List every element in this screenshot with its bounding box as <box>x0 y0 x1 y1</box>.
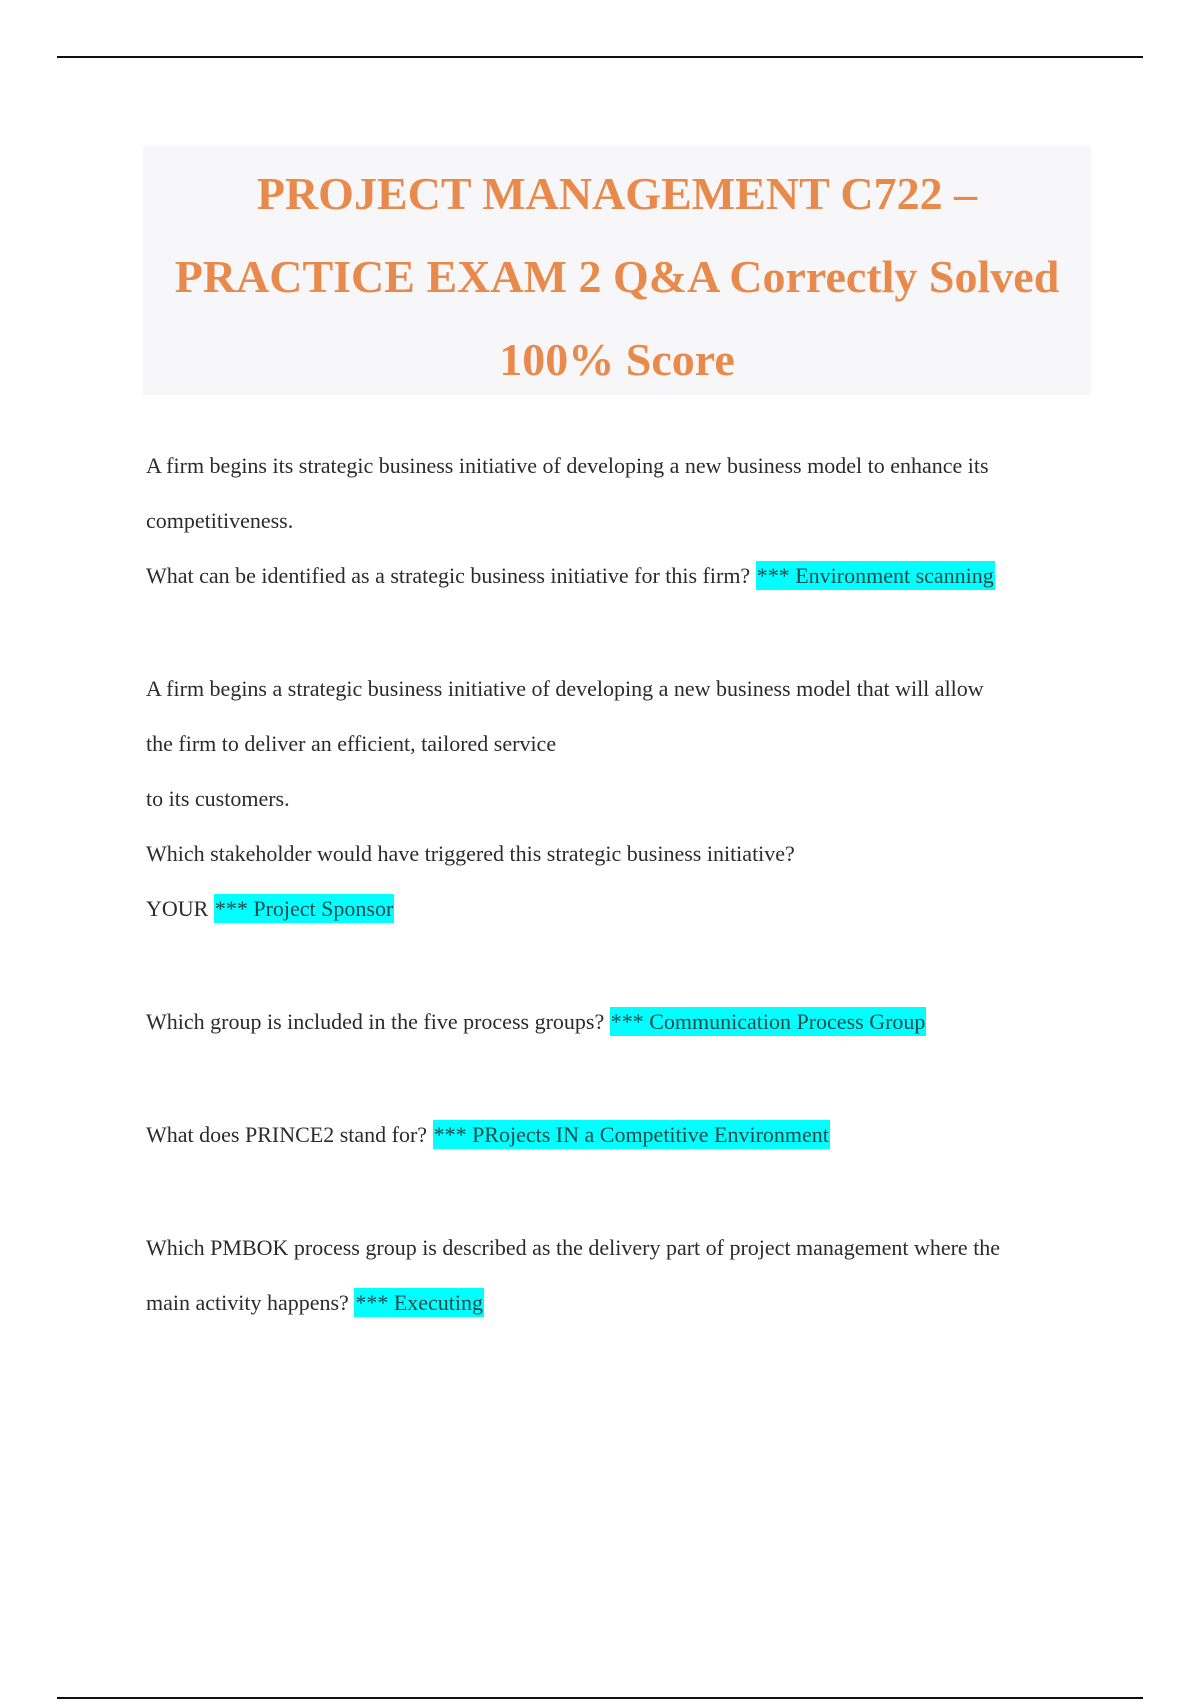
answer-highlight: *** Environment scanning <box>756 563 994 588</box>
title-line-1: PROJECT MANAGEMENT C722 – <box>256 168 978 219</box>
qa-item-5 <box>146 1220 1096 1330</box>
question-line <box>146 548 1096 603</box>
question-line: the firm to deliver an efficient, tailored service <box>146 731 557 756</box>
question-text: What does PRINCE2 stand for? <box>146 1122 428 1147</box>
qa-item-2 <box>146 661 1096 936</box>
question-line: competitiveness. <box>146 508 294 533</box>
question-text: Which group is included in the five process groups? <box>146 1009 605 1034</box>
title-line-2: PRACTICE EXAM 2 Q&A Correctly Solved <box>174 251 1060 302</box>
question-line: to its customers. <box>146 786 290 811</box>
qa-item-3 <box>146 994 1096 1049</box>
qa-item-1 <box>146 438 1096 603</box>
question-line <box>146 994 1096 1049</box>
question-line <box>146 1275 1096 1330</box>
top-rule <box>57 56 1143 58</box>
question-text: YOUR <box>146 896 209 921</box>
answer-highlight: *** Communication Process Group <box>610 1009 926 1034</box>
question-line: Which PMBOK process group is described as the delivery part of project management where the <box>146 1235 1001 1260</box>
title-line-3: 100% Score <box>499 334 735 385</box>
answer-highlight: *** Project Sponsor <box>214 896 394 921</box>
question-text: main activity happens? <box>146 1290 349 1315</box>
question-line <box>146 881 1096 936</box>
answer-highlight: *** PRojects IN a Competitive Environment <box>433 1122 829 1147</box>
qa-item-4 <box>146 1107 1096 1162</box>
question-text: What can be identified as a strategic business initiative for this firm? <box>146 563 751 588</box>
qa-content <box>146 438 1096 1330</box>
title-banner <box>143 146 1091 395</box>
question-line: Which stakeholder would have triggered this strategic business initiative? <box>146 841 795 866</box>
question-line <box>146 1107 1096 1162</box>
answer-highlight: *** Executing <box>355 1290 484 1315</box>
question-line: A firm begins its strategic business initiative of developing a new business model to enhance its <box>146 453 989 478</box>
question-line: A firm begins a strategic business initiative of developing a new business model that will allow <box>146 676 984 701</box>
bottom-rule <box>57 1697 1143 1699</box>
